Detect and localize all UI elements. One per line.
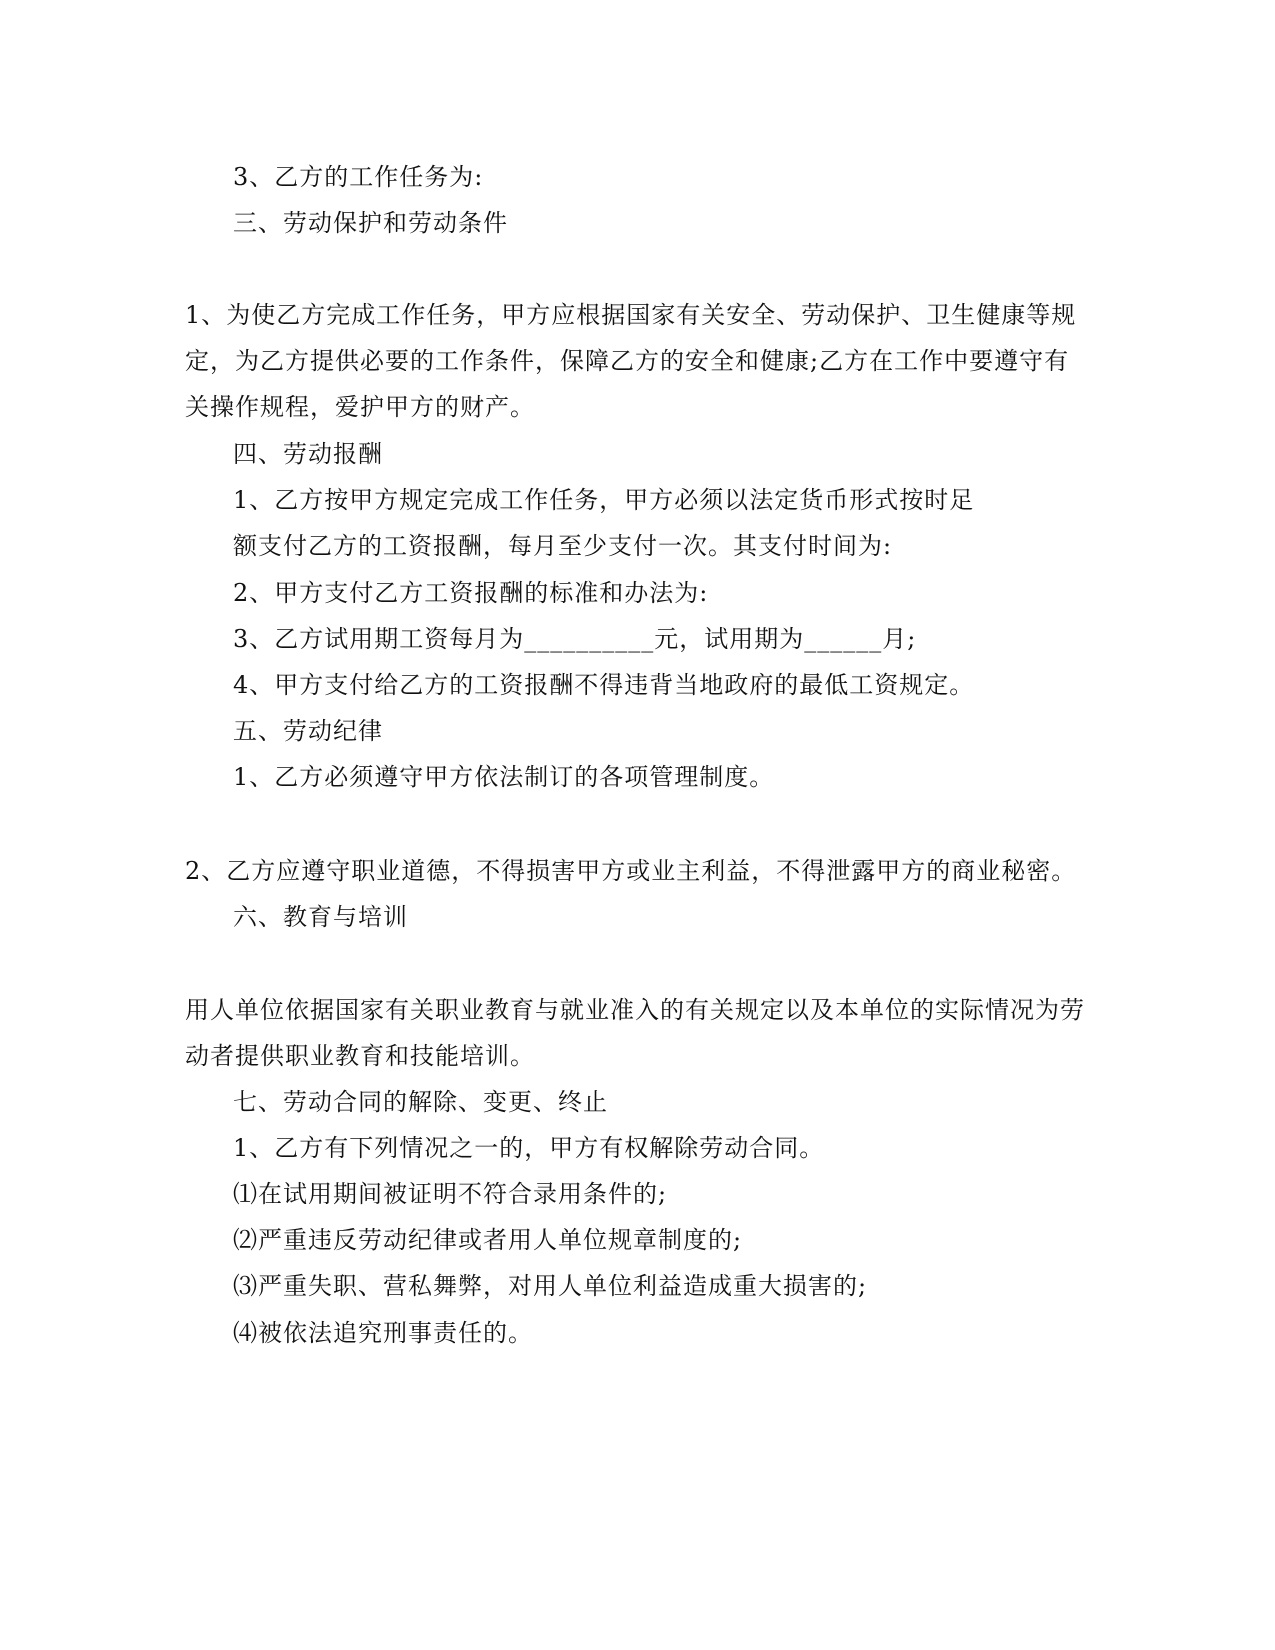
section-4-clause-4: 4、甲方支付给乙方的工资报酬不得违背当地政府的最低工资规定。 bbox=[233, 671, 975, 699]
section-3-heading: 三、劳动保护和劳动条件 bbox=[233, 209, 508, 237]
section-5-clause-2: 2、乙方应遵守职业道德，不得损害甲方或业主利益，不得泄露甲方的商业秘密。 bbox=[185, 857, 1077, 885]
section-6-heading: 六、教育与培训 bbox=[233, 903, 408, 931]
section-5-clause-1: 1、乙方必须遵守甲方依法制订的各项管理制度。 bbox=[233, 763, 775, 791]
section-7-item-3: ⑶严重失职、营私舞弊，对用人单位利益造成重大损害的; bbox=[233, 1272, 868, 1300]
section-7-item-1: ⑴在试用期间被证明不符合录用条件的; bbox=[233, 1180, 668, 1208]
section-4-clause-2: 2、甲方支付乙方工资报酬的标准和办法为: bbox=[233, 579, 709, 607]
section-3-clause-1-line-1: 1、为使乙方完成工作任务，甲方应根据国家有关安全、劳动保护、卫生健康等规 bbox=[185, 301, 1077, 329]
section-4-clause-3: 3、乙方试用期工资每月为__________元，试用期为______月; bbox=[233, 625, 917, 653]
section-7-item-4: ⑷被依法追究刑事责任的。 bbox=[233, 1319, 533, 1347]
section-7-heading: 七、劳动合同的解除、变更、终止 bbox=[233, 1088, 608, 1116]
section-5-heading: 五、劳动纪律 bbox=[233, 717, 383, 745]
section-6-body-line-1: 用人单位依据国家有关职业教育与就业准入的有关规定以及本单位的实际情况为劳 bbox=[185, 996, 1085, 1024]
section-6-body-line-2: 动者提供职业教育和技能培训。 bbox=[185, 1042, 535, 1070]
section-4-heading: 四、劳动报酬 bbox=[233, 440, 383, 468]
section-3-clause-1-line-3: 关操作规程，爱护甲方的财产。 bbox=[185, 393, 535, 421]
clause-3-work-task: 3、乙方的工作任务为: bbox=[233, 163, 484, 191]
section-7-item-2: ⑵严重违反劳动纪律或者用人单位规章制度的; bbox=[233, 1226, 743, 1254]
section-4-clause-1-line-2: 额支付乙方的工资报酬，每月至少支付一次。其支付时间为: bbox=[233, 532, 893, 560]
section-7-clause-1: 1、乙方有下列情况之一的，甲方有权解除劳动合同。 bbox=[233, 1134, 825, 1162]
section-3-clause-1-line-2: 定，为乙方提供必要的工作条件，保障乙方的安全和健康;乙方在工作中要遵守有 bbox=[185, 347, 1070, 375]
section-4-clause-1-line-1: 1、乙方按甲方规定完成工作任务，甲方必须以法定货币形式按时足 bbox=[233, 486, 975, 514]
